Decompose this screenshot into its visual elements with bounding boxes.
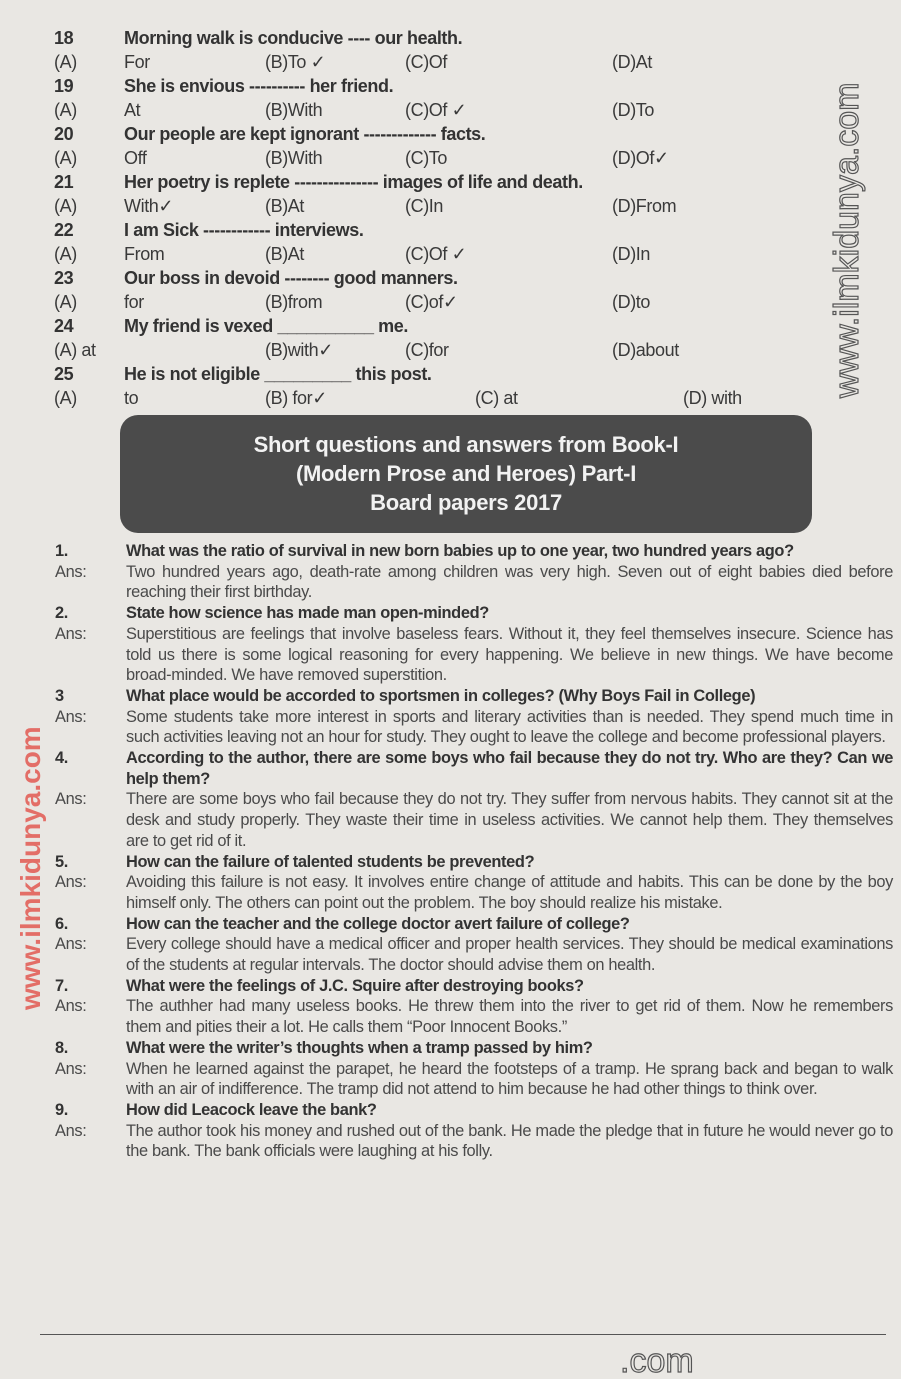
option-a-label: (A) <box>54 292 77 312</box>
question-text: He is not eligible _________ this post. <box>124 364 432 384</box>
question-number: 25 <box>54 364 74 384</box>
option-a: At <box>124 100 141 120</box>
short-question <box>0 1038 901 1059</box>
mcq-question-row <box>0 218 901 242</box>
question-number: 8. <box>55 1038 68 1057</box>
option-a: Off <box>124 148 147 168</box>
question-number: 19 <box>54 76 74 96</box>
option-a: to <box>124 388 139 408</box>
option-d: (D)To <box>612 100 654 120</box>
answer-text: Two hundred years ago, death-rate among children was very high. Seven out of eight babies died before reaching their first birthday. <box>126 562 893 602</box>
mcq-question-row <box>0 74 901 98</box>
answer <box>0 872 901 913</box>
option-c: (C) at <box>475 388 518 408</box>
answer-label: Ans: <box>55 873 87 892</box>
mcq-question-row <box>0 170 901 194</box>
answer-text: When he learned against the parapet, he heard the footsteps of a tramp. He sprang back and began to walk with an air of indifference. The tramp did not attend to him because he had other things to think over. <box>126 1059 893 1099</box>
option-a-label: (A) at <box>54 340 96 360</box>
short-question <box>0 852 901 873</box>
question-text: How did Leacock leave the bank? <box>126 1100 377 1119</box>
answer <box>0 789 901 851</box>
question-text: Our people are kept ignorant ------------- facts. <box>124 124 486 144</box>
question-text: Morning walk is conducive ---- our health. <box>124 28 463 48</box>
banner-title-line1: Short questions and answers from Book-I <box>253 432 679 457</box>
question-text: State how science has made man open-minded? <box>126 604 489 623</box>
answer <box>0 1121 901 1162</box>
bottom-divider <box>40 1334 886 1335</box>
option-d: (D)about <box>612 340 679 360</box>
question-text: How can the teacher and the college doctor avert failure of college? <box>126 914 630 933</box>
answer <box>0 562 901 603</box>
answer <box>0 707 901 748</box>
answer-text: The authher had many useless books. He threw them into the river to get rid of them. Now he remembers them and pities their a lot. He calls them “Poor Innocent Books.” <box>126 997 893 1037</box>
short-question <box>0 976 901 997</box>
option-d: (D)In <box>612 244 650 264</box>
option-a: For <box>124 52 150 72</box>
option-b: (B)To ✓ <box>265 52 326 72</box>
question-number: 20 <box>54 124 74 144</box>
question-number: 18 <box>54 28 74 48</box>
mcq-question-row <box>0 362 901 386</box>
mcq-options-row <box>0 98 901 122</box>
mcq-options-row <box>0 290 901 314</box>
question-text: My friend is vexed __________ me. <box>124 316 408 336</box>
mcq-question-row <box>0 266 901 290</box>
question-number: 21 <box>54 172 74 192</box>
banner-title-line2: (Modern Prose and Heroes) Part-I <box>295 461 637 486</box>
answer <box>0 1059 901 1100</box>
answer-text: Avoiding this failure is not easy. It involves entire change of attitude and habits. This can be done by the boy himself only. The others can point out the problem. The boy should realize his mistake. <box>126 873 893 912</box>
question-text: According to the author, there are some boys who fail because they do not try. Who are they? Can we help them? <box>126 749 893 788</box>
question-number: 9. <box>55 1100 68 1119</box>
answer-text: Every college should have a medical officer and proper health services. They should be medical examinations of the students at regular intervals. The doctor should advise them on health. <box>126 935 893 975</box>
option-d: (D)At <box>612 52 652 72</box>
question-text: What were the writer’s thoughts when a tramp passed by him? <box>126 1038 593 1057</box>
option-a-label: (A) <box>54 388 77 408</box>
short-question <box>0 541 901 562</box>
answer-text: Superstitious are feelings that involve baseless fears. Without it, they feel themselves insecure. Science has told us there is some logical reasoning for every happening. We believe in new things. We have become broad-minded. We have removed superstition. <box>126 624 893 685</box>
answer <box>0 934 901 975</box>
answer <box>0 624 901 686</box>
option-a-label: (A) <box>54 244 77 264</box>
question-text: Our boss in devoid -------- good manners. <box>124 268 458 288</box>
option-a: From <box>124 244 165 264</box>
short-question <box>0 686 901 707</box>
question-number: 4. <box>55 749 68 768</box>
mcq-options-row <box>0 386 901 410</box>
option-c: (C)of✓ <box>405 292 458 312</box>
banner-title-line3: Board papers 2017 <box>370 490 562 515</box>
answer-text: The author took his money and rushed out of the bank. He made the pledge that in future he would never go to the bank. The bank officials were laughing at his folly. <box>126 1121 893 1161</box>
mcq-question-row <box>0 26 901 50</box>
option-d: (D)Of✓ <box>612 148 669 168</box>
question-text: What were the feelings of J.C. Squire after destroying books? <box>126 976 584 995</box>
option-a-label: (A) <box>54 196 77 216</box>
answer-label: Ans: <box>55 790 87 809</box>
answer-label: Ans: <box>55 1121 87 1140</box>
option-a: With✓ <box>124 196 174 216</box>
answer-text: There are some boys who fail because they do not try. They suffer from nervous habits. They cannot sit at the desk and study properly. They waste their time in useless activities. We cannot help them. They themselves are to get rid of it. <box>126 790 893 850</box>
option-a-label: (A) <box>54 100 77 120</box>
answer-text: Some students take more interest in sports and literary activities than is needed. They spend much time in such activities leaving not an hour for study. They ought to leave the college and become professional players. <box>126 707 893 747</box>
option-c: (C)In <box>405 196 443 216</box>
option-c: (C)Of ✓ <box>405 244 467 264</box>
question-number: 23 <box>54 268 74 288</box>
option-b: (B)with✓ <box>265 340 333 360</box>
qa-section <box>0 541 901 1162</box>
answer <box>0 996 901 1037</box>
answer-label: Ans: <box>55 707 87 726</box>
mcq-question-row <box>0 314 901 338</box>
mcq-options-row <box>0 338 901 362</box>
question-number: 1. <box>55 542 68 560</box>
question-text: What was the ratio of survival in new born babies up to one year, two hundred years ago? <box>126 542 794 560</box>
mcq-options-row <box>0 242 901 266</box>
question-text: How can the failure of talented students be prevented? <box>126 852 535 871</box>
question-number: 22 <box>54 220 74 240</box>
question-number: 24 <box>54 316 74 336</box>
answer-label: Ans: <box>55 562 87 581</box>
mcq-section <box>0 26 901 410</box>
option-b: (B)from <box>265 292 323 312</box>
mcq-question-row <box>0 122 901 146</box>
short-question <box>0 748 901 789</box>
answer-label: Ans: <box>55 935 87 954</box>
option-b: (B)With <box>265 148 323 168</box>
option-d: (D)From <box>612 196 677 216</box>
answer-label: Ans: <box>55 1059 87 1078</box>
short-question <box>0 914 901 935</box>
option-b: (B)At <box>265 244 305 264</box>
option-c: (C)To <box>405 148 447 168</box>
option-a-label: (A) <box>54 148 77 168</box>
watermark-bottom: .com <box>620 1342 694 1379</box>
question-number: 5. <box>55 852 68 871</box>
option-c: (C)Of ✓ <box>405 100 467 120</box>
question-text: I am Sick ------------ interviews. <box>124 220 364 240</box>
question-text: What place would be accorded to sportsmen in colleges? (Why Boys Fail in College) <box>126 686 756 705</box>
option-d: (D) with <box>683 388 742 408</box>
answer-label: Ans: <box>55 624 87 643</box>
question-text: She is envious ---------- her friend. <box>124 76 394 96</box>
question-number: 7. <box>55 976 68 995</box>
watermark-top: www.ilmkidunya.com <box>828 82 866 398</box>
option-b: (B) for✓ <box>265 388 327 408</box>
question-number: 2. <box>55 604 68 623</box>
option-b: (B)At <box>265 196 305 216</box>
option-d: (D)to <box>612 292 650 312</box>
option-b: (B)With <box>265 100 323 120</box>
answer-label: Ans: <box>55 997 87 1016</box>
section-banner <box>120 415 812 533</box>
mcq-options-row <box>0 194 901 218</box>
mcq-options-row <box>0 50 901 74</box>
question-text: Her poetry is replete --------------- images of life and death. <box>124 172 583 192</box>
option-a-label: (A) <box>54 52 77 72</box>
mcq-options-row <box>0 146 901 170</box>
option-c: (C)for <box>405 340 449 360</box>
question-number: 6. <box>55 914 68 933</box>
watermark-middle: www.ilmkidunya.com <box>15 726 46 1010</box>
option-a: for <box>124 292 144 312</box>
short-question <box>0 1100 901 1121</box>
option-c: (C)Of <box>405 52 447 72</box>
question-number: 3 <box>55 686 64 705</box>
short-question <box>0 603 901 624</box>
